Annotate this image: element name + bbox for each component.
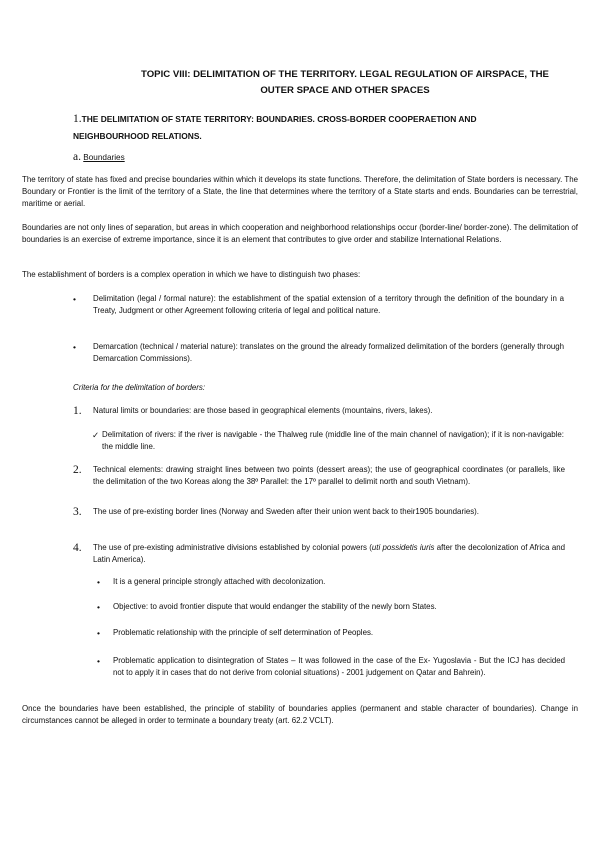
uti-point-disintegration: Problematic application to disintegration of States – It was followed in the case of the Ex- Yugoslavia - But the ICJ has decided not to apply it in cases that do not derive from colonial situations) - 2001 judgement on Qatar and Bahrein). (113, 656, 565, 677)
criteria-number: 2. (73, 464, 82, 476)
criteria-number: 3. (73, 506, 82, 518)
criteria-4-text-end: after the decolonization of Africa and Latin America). (93, 543, 565, 564)
subsection-a-letter: a. (73, 151, 81, 163)
uti-point-general-principle: It is a general principle strongly attached with decolonization. (113, 577, 326, 586)
criteria-number: 4. (73, 542, 82, 554)
section-1-heading-line-2: NEIGHBOURHOOD RELATIONS. (73, 131, 202, 141)
section-1-heading-line-1: THE DELIMITATION OF STATE TERRITORY: BOUNDARIES. CROSS-BORDER COOPERAETION AND (81, 114, 477, 124)
uti-point-objective: Objective: to avoid frontier dispute that would endanger the stability of the newly born States. (113, 602, 437, 611)
bullet-icon: • (97, 577, 100, 587)
criteria-heading: Criteria for the delimitation of borders: (73, 383, 206, 392)
phase-demarcation: Demarcation (technical / material nature): translates on the ground the already formalized delimitation of the borders (generally through Demarcation Commissions). (93, 342, 564, 363)
page-title-line-2: OUTER SPACE AND OTHER SPACES (260, 85, 430, 96)
bullet-icon: • (73, 294, 76, 304)
phase-delimitation: Delimitation (legal / formal nature): the establishment of the spatial extension of a territory through the definition of the boundary in a Treaty, Judgment or other Agreement following criteria of legal and political nature. (93, 294, 564, 315)
section-1-heading (73, 111, 563, 128)
criteria-technical-elements: Technical elements: drawing straight lines between two points (dessert areas); the use of geographical coordinates (or parallels, like the delimitation of the two Koreas along the 38º Parallel: the 17º parallel to delimit north and south Vietnam). (93, 465, 565, 486)
bullet-icon: • (97, 628, 100, 638)
bullet-icon: • (73, 342, 76, 352)
uti-possidetis-term: uti possidetis iuris (371, 543, 435, 552)
uti-point-self-determination: Problematic relationship with the principle of self determination of Peoples. (113, 628, 374, 637)
paragraph-establishment: The establishment of borders is a complex operation in which we have to distinguish two phases: (22, 270, 361, 279)
paragraph-boundaries: Boundaries are not only lines of separation, but areas in which cooperation and neighborhood relationships occur (border-line/ border-zone). The delimitation of boundaries is an exercise of extreme importance, since it is an element that contributes to give order and stabilize International Relations. (22, 223, 578, 244)
page-title-line-1: TOPIC VIII: DELIMITATION OF THE TERRITORY. LEGAL REGULATION OF AIRSPACE, THE (141, 69, 549, 80)
paragraph-territory: The territory of state has fixed and precise boundaries within which it develops its state functions. Therefore, the delimitation of State borders is necessary. The Boundary or Frontier is the limit of the territory of a State, the line that determines where the territory of a State starts and ends. Boundaries can be terrestrial, maritime or aerial. (22, 175, 578, 208)
criteria-natural-limits: Natural limits or boundaries: are those based in geographical elements (mountains, rivers, lakes). (93, 406, 433, 415)
bullet-icon: • (97, 656, 100, 666)
paragraph-stability: Once the boundaries have been established, the principle of stability of boundaries applies (permanent and stable character of boundaries). Change in circumstances cannot be alleged in order to terminate a boundary treaty (art. 62.2 VCLT). (22, 704, 578, 725)
subsection-a-heading (73, 150, 125, 165)
criteria-administrative-divisions (93, 542, 565, 566)
criteria-4-text-start: The use of pre-existing administrative divisions established by colonial powers ( (93, 543, 372, 552)
criteria-number: 1. (73, 405, 82, 417)
rivers-note: Delimitation of rivers: if the river is navigable - the Thalweg rule (middle line of the main channel of navigation); if it is non-navigable: the middle line. (102, 430, 564, 451)
criteria-pre-existing-lines: The use of pre-existing border lines (Norway and Sweden after their union went back to their1905 boundaries). (93, 507, 479, 516)
subsection-a-label: Boundaries (83, 153, 125, 162)
bullet-icon: • (97, 602, 100, 612)
checkmark-icon: ✓ (92, 430, 100, 440)
section-1-number: 1. (73, 113, 82, 125)
